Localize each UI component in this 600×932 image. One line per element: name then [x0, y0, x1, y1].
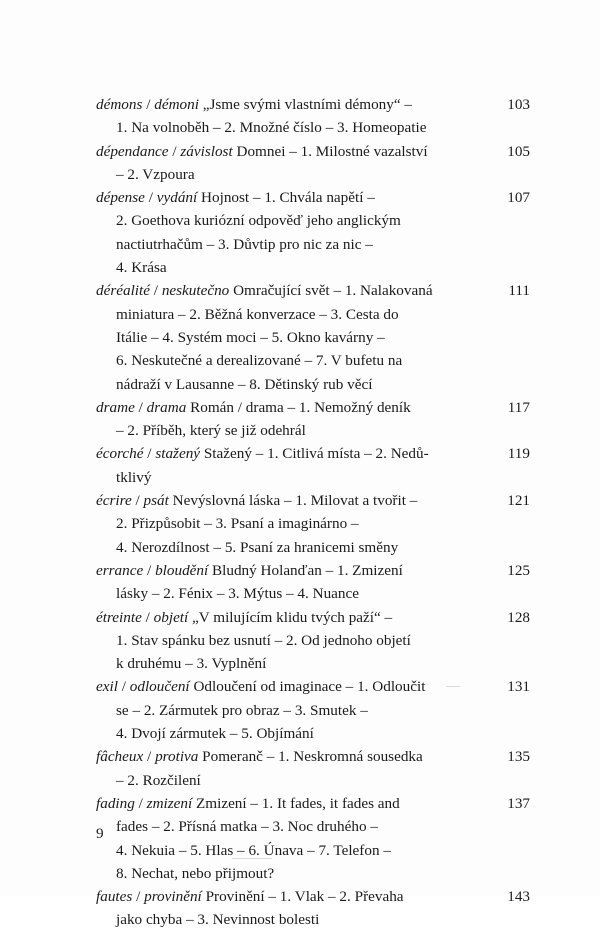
- french-term: drame: [96, 398, 135, 416]
- entry-text: 4. Nekuia – 5. Hlas – 6. Únava – 7. Telefon –: [116, 841, 391, 859]
- toc-entry-continuation-line: [96, 116, 530, 139]
- french-term: errance: [96, 561, 144, 579]
- czech-term: psát: [143, 492, 169, 510]
- toc-entry-continuation-line: [96, 839, 530, 862]
- entry-text: Omračující svět – 1. Nalakovaná: [233, 282, 433, 300]
- toc-entry-continuation-line: [96, 326, 530, 349]
- toc-entry-continuation-line: [96, 303, 530, 326]
- toc-entry-first-line: écorché / stažený Stažený – 1. Citlivá místa – 2. Nedů-: [96, 445, 429, 463]
- entry-page-number: 131: [507, 678, 530, 696]
- french-term: écorché: [96, 445, 144, 463]
- french-term: étreinte: [96, 608, 142, 626]
- toc-entry-continuation-line: [96, 373, 530, 396]
- czech-term: vydání: [156, 189, 198, 207]
- french-term: dépense: [96, 189, 145, 207]
- toc-entry-continuation-line: [96, 512, 530, 535]
- entry-page-number: 103: [507, 96, 530, 113]
- entry-text: Hojnost – 1. Chvála napětí –: [201, 189, 375, 207]
- entry-page-number: 128: [507, 608, 530, 626]
- toc-entry-continuation-line: [96, 862, 530, 885]
- toc-entry-first-line: dépendance / závislost Domnei – 1. Milostné vazalství: [96, 142, 428, 160]
- entry-text: se – 2. Zármutek pro obraz – 3. Smutek –: [116, 701, 368, 719]
- entry-text: miniatura – 2. Běžná konverzace – 3. Cesta do: [116, 305, 399, 323]
- entry-text: – 2. Příběh, který se již odehrál: [116, 422, 306, 440]
- toc-entry-continuation-line: [96, 536, 530, 559]
- toc-entry: [96, 93, 530, 140]
- toc-entry: [96, 279, 530, 395]
- entry-text: Provinění – 1. Vlak – 2. Převaha: [205, 888, 404, 906]
- scan-artifact: [232, 858, 272, 859]
- french-term: fâcheux: [96, 748, 144, 766]
- toc-entry-continuation-line: [96, 815, 530, 838]
- entry-page-number: 137: [507, 794, 530, 812]
- entry-text: Odloučení od imaginace – 1. Odloučit: [193, 678, 426, 696]
- toc-entry-continuation-line: [96, 349, 530, 372]
- czech-term: provinění: [144, 888, 202, 906]
- toc-entry: [96, 606, 530, 676]
- toc-entry-continuation-line: [96, 209, 530, 232]
- entry-page-number: 107: [507, 189, 530, 207]
- entry-text: 4. Nerozdílnost – 5. Psaní za hranicemi směny: [116, 538, 399, 556]
- toc-entry-continuation-line: [96, 699, 530, 722]
- toc-entry: [96, 489, 530, 559]
- toc-entry-continuation-line: [96, 769, 530, 792]
- entry-text: „V milujícím klidu tvých paží“ –: [192, 608, 393, 626]
- czech-term: neskutečno: [161, 282, 230, 300]
- entry-text: k druhému – 3. Vyplnění: [116, 655, 267, 673]
- scan-artifact: [446, 686, 460, 687]
- toc-entry-first-line: dépense / vydání Hojnost – 1. Chvála napětí –: [96, 189, 375, 207]
- toc-entry: [96, 885, 530, 932]
- toc-entry-first-line: écrire / psát Nevýslovná láska – 1. Milovat a tvořit –: [96, 492, 418, 510]
- czech-term: odloučení: [129, 678, 190, 696]
- entry-text: 2. Přizpůsobit – 3. Psaní a imaginárno –: [116, 515, 359, 533]
- toc-entry-continuation-line: [96, 466, 530, 489]
- toc-entry-first-line: errance / bloudění Bludný Holanďan – 1. Zmizení: [96, 561, 403, 579]
- toc-entry-first-line: fâcheux / protiva Pomeranč – 1. Neskromná sousedka: [96, 748, 423, 766]
- entry-page-number: 121: [507, 492, 530, 510]
- toc-entry-continuation-line: [96, 582, 530, 605]
- entry-text: Bludný Holanďan – 1. Zmizení: [212, 561, 403, 579]
- toc-entry: [96, 186, 530, 279]
- french-term: écrire: [96, 492, 132, 510]
- toc-entry-first-line: étreinte / objetí „V milujícím klidu tvých paží“ –: [96, 608, 393, 626]
- czech-term: objetí: [153, 608, 189, 626]
- toc-entry-continuation-line: [96, 629, 530, 652]
- entry-text: tklivý: [116, 468, 152, 486]
- toc-entry: [96, 745, 530, 792]
- toc-entry: [96, 792, 530, 885]
- toc-entry: [96, 559, 530, 606]
- toc-entry-continuation-line: [96, 233, 530, 256]
- entry-text: nactiutrhačům – 3. Důvtip pro nic za nic –: [116, 235, 373, 253]
- french-term: dépendance: [96, 142, 169, 160]
- entry-text: Nevýslovná láska – 1. Milovat a tvořit –: [172, 492, 418, 510]
- czech-term: zmizení: [146, 794, 193, 812]
- toc-entry-continuation-line: [96, 256, 530, 279]
- toc-entry-first-line: fautes / provinění Provinění – 1. Vlak – 2. Převaha: [96, 888, 404, 906]
- entry-text: Stažený – 1. Citlivá místa – 2. Nedů-: [203, 445, 429, 463]
- entry-text: – 2. Rozčilení: [116, 771, 201, 789]
- entry-text: Román / drama – 1. Nemožný deník: [190, 398, 411, 416]
- entry-text: Pomeranč – 1. Neskromná sousedka: [202, 748, 423, 766]
- entry-page-number: 117: [507, 398, 530, 416]
- table-of-contents: [96, 93, 530, 932]
- toc-entry-continuation-line: [96, 419, 530, 442]
- czech-term: drama: [146, 398, 187, 416]
- entry-text: Domnei – 1. Milostné vazalství: [236, 142, 428, 160]
- toc-entry-first-line: fading / zmizení Zmizení – 1. It fades, it fades and: [96, 794, 400, 812]
- french-term: déréalité: [96, 282, 150, 300]
- french-term: fading: [96, 794, 135, 812]
- toc-entry-first-line: exil / odloučení Odloučení od imaginace – 1. Odloučit: [96, 678, 426, 696]
- entry-text: Zmizení – 1. It fades, it fades and: [196, 794, 400, 812]
- toc-entry-first-line: déréalité / neskutečno Omračující svět – 1. Nalakovaná: [96, 282, 433, 300]
- french-term: démons: [96, 96, 143, 113]
- toc-entry-first-line: drame / drama Román / drama – 1. Nemožný deník: [96, 398, 411, 416]
- entry-text: jako chyba – 3. Nevinnost bolesti: [116, 911, 320, 929]
- entry-page-number: 105: [507, 142, 530, 160]
- entry-text: lásky – 2. Fénix – 3. Mýtus – 4. Nuance: [116, 585, 359, 603]
- entry-text: 6. Neskutečné a derealizované – 7. V bufetu na: [116, 352, 403, 370]
- entry-text: Itálie – 4. Systém moci – 5. Okno kavárny –: [116, 328, 385, 346]
- entry-text: 1. Na volnoběh – 2. Množné číslo – 3. Homeopatie: [116, 119, 427, 137]
- toc-entry-continuation-line: [96, 908, 530, 931]
- entry-page-number: 143: [507, 888, 530, 906]
- toc-entry: [96, 140, 530, 187]
- toc-entry-continuation-line: [96, 652, 530, 675]
- entry-text: 1. Stav spánku bez usnutí – 2. Od jednoho objetí: [116, 631, 411, 649]
- toc-entry-first-line: démons / démoni „Jsme svými vlastními démony“ –: [96, 96, 412, 113]
- toc-entry: [96, 675, 530, 745]
- entry-page-number: 125: [507, 561, 530, 579]
- french-term: fautes: [96, 888, 133, 906]
- entry-text: nádraží v Lausanne – 8. Dětinský rub věcí: [116, 375, 373, 393]
- toc-entry: [96, 396, 530, 443]
- entry-page-number: 135: [507, 748, 530, 766]
- french-term: exil: [96, 678, 118, 696]
- entry-page-number: 111: [508, 282, 530, 300]
- entry-text: 4. Dvojí zármutek – 5. Objímání: [116, 725, 314, 743]
- entry-text: 2. Goethova kuriózní odpověď jeho anglickým: [116, 212, 401, 230]
- czech-term: bloudění: [155, 561, 209, 579]
- entry-text: fades – 2. Přísná matka – 3. Noc druhého –: [116, 818, 378, 836]
- toc-entry-continuation-line: [96, 163, 530, 186]
- toc-entry: [96, 442, 530, 489]
- entry-text: – 2. Vzpoura: [116, 165, 195, 183]
- czech-term: závislost: [180, 142, 233, 160]
- czech-term: stažený: [155, 445, 201, 463]
- entry-text: 4. Krása: [116, 259, 167, 277]
- page-number: 9: [96, 825, 104, 842]
- czech-term: protiva: [155, 748, 199, 766]
- toc-entry-continuation-line: [96, 722, 530, 745]
- czech-term: démoni: [154, 96, 199, 113]
- entry-page-number: 119: [507, 445, 530, 463]
- entry-text: „Jsme svými vlastními démony“ –: [202, 96, 412, 113]
- entry-text: 8. Nechat, nebo přijmout?: [116, 864, 275, 882]
